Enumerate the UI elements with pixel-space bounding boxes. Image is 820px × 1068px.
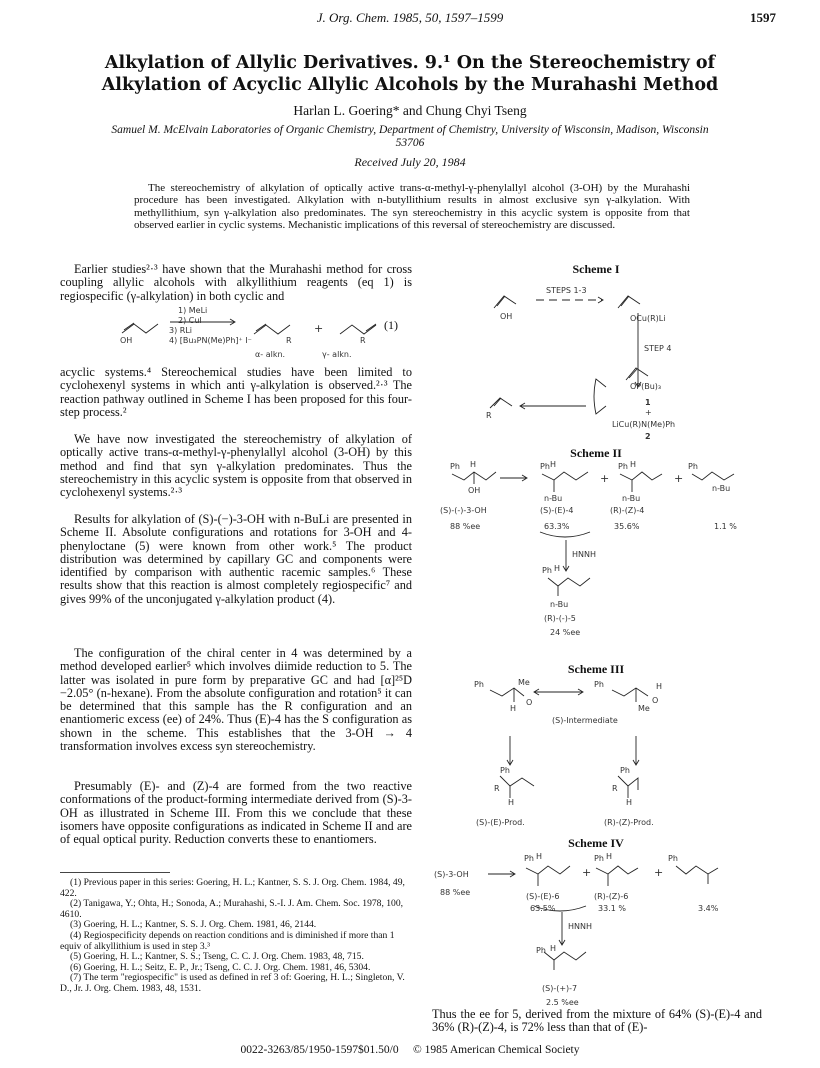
eq-step-3: 3) RLi — [169, 326, 192, 335]
body-paragraph-2 — [60, 433, 412, 499]
eq-oh: OH — [120, 336, 133, 345]
footnote-7: (7) The term "regiospecific" is used as defined in ref 3 of: Goering, H. L.; Singleton, V. D., Jr. J. Org. Chem. 1983, 48, 1531. — [60, 972, 405, 994]
scheme2-nbu-1: n-Bu — [544, 494, 563, 503]
scheme3-o-1: O — [526, 698, 533, 707]
scheme2-ph-3: Ph — [618, 462, 628, 471]
equation-1 — [60, 306, 412, 362]
scheme1-plus: + — [645, 408, 652, 417]
scheme2-ph-4: Ph — [688, 462, 698, 471]
affiliation: Samuel M. McElvain Laboratories of Organic Chemistry, Department of Chemistry, University of Wisconsin, Madison, Wisconsin 53706 — [111, 124, 709, 149]
scheme2-h-1: H — [470, 460, 477, 469]
body-paragraph-1b — [60, 366, 412, 419]
eq-r2: R — [360, 336, 366, 345]
received-date: Received July 20, 1984 — [354, 155, 466, 169]
scheme4-plus-2: + — [654, 866, 664, 879]
abstract: The stereochemistry of alkylation of optically active trans-α-methyl-γ-phenylallyl alcohol (3-OH) by the Murahashi procedure has been investigated. Alkylation with n-butyllithium results in almost exclusive syn γ-alkylation. With methyllithium, syn γ-alkylation also predominates. The syn stereochemistry in this acyclic system is opposite from that observed earlier in cyclic systems. Mechanistic implications of this reversal of stereochemistry are discussed. — [134, 182, 690, 231]
equation-number: (1) — [384, 318, 398, 332]
scheme-2-title: Scheme II — [570, 446, 622, 460]
scheme2-plus-2: + — [674, 472, 684, 485]
scheme2-label-z4: (R)-(Z)-4 — [610, 506, 645, 515]
scheme3-ph-2: Ph — [594, 680, 604, 689]
eq-plus: + — [314, 322, 324, 335]
scheme4-label-z6: (R)-(Z)-6 — [594, 892, 629, 901]
scheme1-oh: OH — [500, 312, 513, 321]
footer-code: 0022-3263/85/1950-1597$01.50/0 — [240, 1044, 399, 1056]
scheme1-op: OP(Bu)₃ — [630, 382, 662, 391]
scheme3-me-2: Me — [638, 704, 650, 713]
scheme2-ph-5: Ph — [542, 566, 552, 575]
scheme2-pct-e4: 63.3% — [544, 522, 570, 531]
scheme4-pct-z6: 33.1 % — [598, 904, 626, 913]
scheme4-product-ee: 2.5 %ee — [546, 998, 579, 1007]
scheme2-ph-2: Ph — [540, 462, 550, 471]
scheme3-prod-2: (R)-(Z)-Prod. — [604, 818, 654, 827]
scheme4-plus-1: + — [582, 866, 592, 879]
page-number: 1597 — [750, 10, 776, 25]
scheme2-pct-z4: 35.6% — [614, 522, 640, 531]
footnote-5: (5) Goering, H. L.; Kantner, S. S.; Tseng, C. C. J. Org. Chem. 1983, 48, 715. — [70, 951, 364, 963]
scheme2-h-3: H — [630, 460, 637, 469]
scheme3-prod-1: (S)-(E)-Prod. — [476, 818, 525, 827]
eq-gamma-label: γ- alkn. — [322, 350, 352, 359]
scheme-1-title: Scheme I — [572, 262, 620, 276]
footnote-rule — [60, 872, 170, 873]
scheme2-nbu-3: n-Bu — [712, 484, 731, 493]
scheme3-h-4: H — [626, 798, 633, 807]
scheme4-pct-e6: 63.5% — [530, 904, 556, 913]
scheme3-o-2: O — [652, 696, 659, 705]
scheme-4 — [430, 852, 760, 1022]
scheme2-label-3oh: (S)-(-)-3-OH — [440, 506, 487, 515]
scheme-1-structures — [430, 276, 760, 446]
scheme2-hnnh: HNNH — [572, 550, 596, 559]
body-paragraph-5 — [60, 780, 412, 846]
scheme4-h-4: H — [550, 944, 557, 953]
scheme3-r-1: R — [494, 784, 500, 793]
scheme3-intermediate: (S)-Intermediate — [552, 716, 618, 725]
scheme2-pct-other: 1.1 % — [714, 522, 737, 531]
scheme-3 — [430, 678, 760, 808]
scheme4-ph-3: Ph — [668, 854, 678, 863]
footer-copyright: © 1985 American Chemical Society — [412, 1044, 580, 1056]
scheme-2 — [430, 460, 760, 660]
scheme2-label-e4: (S)-(E)-4 — [540, 506, 574, 515]
paragraph-text: The configuration of the chiral center in 4 was determined by a method developed earlier⁵ which involves diimide reduction to 5. The latter was isolated in pure form by preparative GC and had [α]²⁵D −2.05° (n-hexane). From the absolute configuration and rotation⁵ it can be determined that this sample has the R configuration and an enantiomeric excess (ee) of 24%. Thus (E)-4 has the S configuration as shown in the scheme. This establishes that the 3-OH → 4 transformation involves excess syn stereochemistry. — [60, 646, 412, 754]
footnote-4: (4) Regiospecificity depends on reaction conditions and is diminished if more than 1 equiv of alkyllithium is used in step 3.³ — [60, 929, 395, 952]
scheme3-me-1: Me — [518, 678, 530, 687]
eq-step-4: 4) [Bu₃PN(Me)Ph]⁺ I⁻ — [169, 336, 252, 345]
scheme-4-structures — [430, 852, 760, 1022]
eq-step-1: 1) MeLi — [178, 306, 208, 315]
scheme2-h-2: H — [550, 460, 557, 469]
paragraph-text: Presumably (E)- and (Z)-4 are formed from the two reactive conformations of the product-forming intermediate derived from (S)-3-OH as illustrated in Scheme III. From this we conclude that these isomers have opposite configurations as indicated in Scheme II and are of equal optical purity. Reduction converts these to enantiomers. — [60, 779, 412, 847]
body-paragraph-4 — [60, 647, 412, 753]
journal-header: J. Org. Chem. 1985, 50, 1597–1599 — [316, 10, 504, 25]
footnote-6: (6) Goering, H. L.; Seitz, E. P., Jr.; Tseng, C. C. J. Org. Chem. 1981, 46, 5304. — [70, 961, 371, 973]
scheme4-start: (S)-3-OH — [434, 870, 469, 879]
scheme2-h-5: H — [554, 564, 561, 573]
scheme4-hnnh: HNNH — [568, 922, 592, 931]
eq-step-2: 2) CuI — [178, 316, 202, 325]
eq-alpha-label: α- alkn. — [255, 350, 286, 359]
scheme-3-structures — [430, 678, 760, 808]
scheme4-start-ee: 88 %ee — [440, 888, 471, 897]
scheme4-h-2: H — [606, 852, 613, 861]
eq-r1: R — [286, 336, 292, 345]
scheme2-ee-start: 88 %ee — [450, 522, 481, 531]
scheme2-ph-1: Ph — [450, 462, 460, 471]
footnote-3: (3) Goering, H. L.; Kantner, S. S. J. Org. Chem. 1981, 46, 2144. — [70, 919, 317, 931]
scheme2-plus-1: + — [600, 472, 610, 485]
scheme2-product-ee: 24 %ee — [550, 628, 581, 637]
scheme2-nbu-4: n-Bu — [550, 600, 569, 609]
scheme3-h-2: H — [656, 682, 663, 691]
scheme4-h-1: H — [536, 852, 543, 861]
scheme4-ph-4: Ph — [536, 946, 546, 955]
scheme1-step4: STEP 4 — [644, 344, 672, 353]
page-footer — [0, 1044, 820, 1056]
paragraph-text: acyclic systems.⁴ Stereochemical studies have been limited to cyclohexenyl systems in which anti γ-alkylation is observed.²·³ The reaction pathway outlined in Scheme I has been proposed for this four-step process.² — [60, 365, 412, 419]
footnote-1: (1) Previous paper in this series: Goering, H. L.; Kantner, S. S. J. Org. Chem. 1984, 49, 422. — [60, 877, 405, 899]
scheme1-compound-2: 2 — [645, 432, 651, 441]
scheme1-ocu: OCu(R)Li — [630, 314, 666, 323]
scheme3-ph-1: Ph — [474, 680, 484, 689]
scheme-3-title: Scheme III — [567, 662, 625, 676]
footnote-2: (2) Tanigawa, Y.; Ohta, H.; Sonoda, A.; Murahashi, S.-I. J. Am. Chem. Soc. 1978, 100, 4610. — [60, 898, 404, 920]
scheme4-ph-2: Ph — [594, 854, 604, 863]
scheme-1 — [430, 276, 760, 446]
paragraph-text: Results for alkylation of (S)-(−)-3-OH with n-BuLi are presented in Scheme II. Absolute configurations and rotations for 3-OH and 4-phenyloctane (5) were known from other work.⁵ The product distribution was determined by capillary GC and components were identified by comparison with authentic racemic samples.⁶ These results show that this reaction is almost completely regiospecific⁷ and gives 99% of the unconjugated γ-alkylation product (4). — [60, 512, 412, 606]
paragraph-text: We have now investigated the stereochemistry of alkylation of optically active trans-α-methyl-γ-phenylallyl alcohol (3-OH) by this method and find that syn γ-alkylation predominates. Thus the stereochemistry in this acyclic system is opposite from that observed in cyclohexenyl systems.²·³ — [60, 432, 412, 500]
scheme4-pct-other: 3.4% — [698, 904, 719, 913]
article-title: Alkylation of Allylic Derivatives. 9.¹ On the Stereochemistry of Alkylation of Acyclic Allylic Alcohols by the Murahashi Method — [101, 53, 719, 95]
scheme2-oh: OH — [468, 486, 481, 495]
scheme1-compound-1: 1 — [645, 398, 651, 407]
scheme4-label-e6: (S)-(E)-6 — [526, 892, 560, 901]
scheme3-r-2: R — [612, 784, 618, 793]
scheme2-product: (R)-(-)-5 — [544, 614, 576, 623]
scheme3-h-3: H — [508, 798, 515, 807]
right-column-continuation: Thus the ee for 5, derived from the mixture of 64% (S)-(E)-4 and 36% (R)-(Z)-4, is 72% less than that of (E)- — [432, 1007, 762, 1035]
scheme1-steps: STEPS 1-3 — [546, 286, 587, 295]
equation-structures — [60, 306, 412, 362]
scheme1-licu: LiCu(R)N(Me)Ph — [612, 420, 676, 429]
scheme2-nbu-2: n-Bu — [622, 494, 641, 503]
footnotes — [60, 878, 412, 995]
scheme4-ph-1: Ph — [524, 854, 534, 863]
scheme3-ph-4: Ph — [620, 766, 630, 775]
scheme1-r: R — [486, 411, 492, 420]
scheme3-h-1: H — [510, 704, 517, 713]
paragraph-text: Earlier studies²·³ have shown that the Murahashi method for cross coupling allylic alcohols with alkyllithium reagents (eq 1) is regiospecific (γ-alkylation) in both cyclic and — [60, 262, 412, 303]
scheme3-ph-3: Ph — [500, 766, 510, 775]
body-paragraph-3 — [60, 513, 412, 606]
body-paragraph-1 — [60, 263, 412, 303]
authors: Harlan L. Goering* and Chung Chyi Tseng — [293, 103, 527, 118]
scheme4-product: (S)-(+)-7 — [542, 984, 578, 993]
scheme-4-title: Scheme IV — [568, 836, 624, 850]
